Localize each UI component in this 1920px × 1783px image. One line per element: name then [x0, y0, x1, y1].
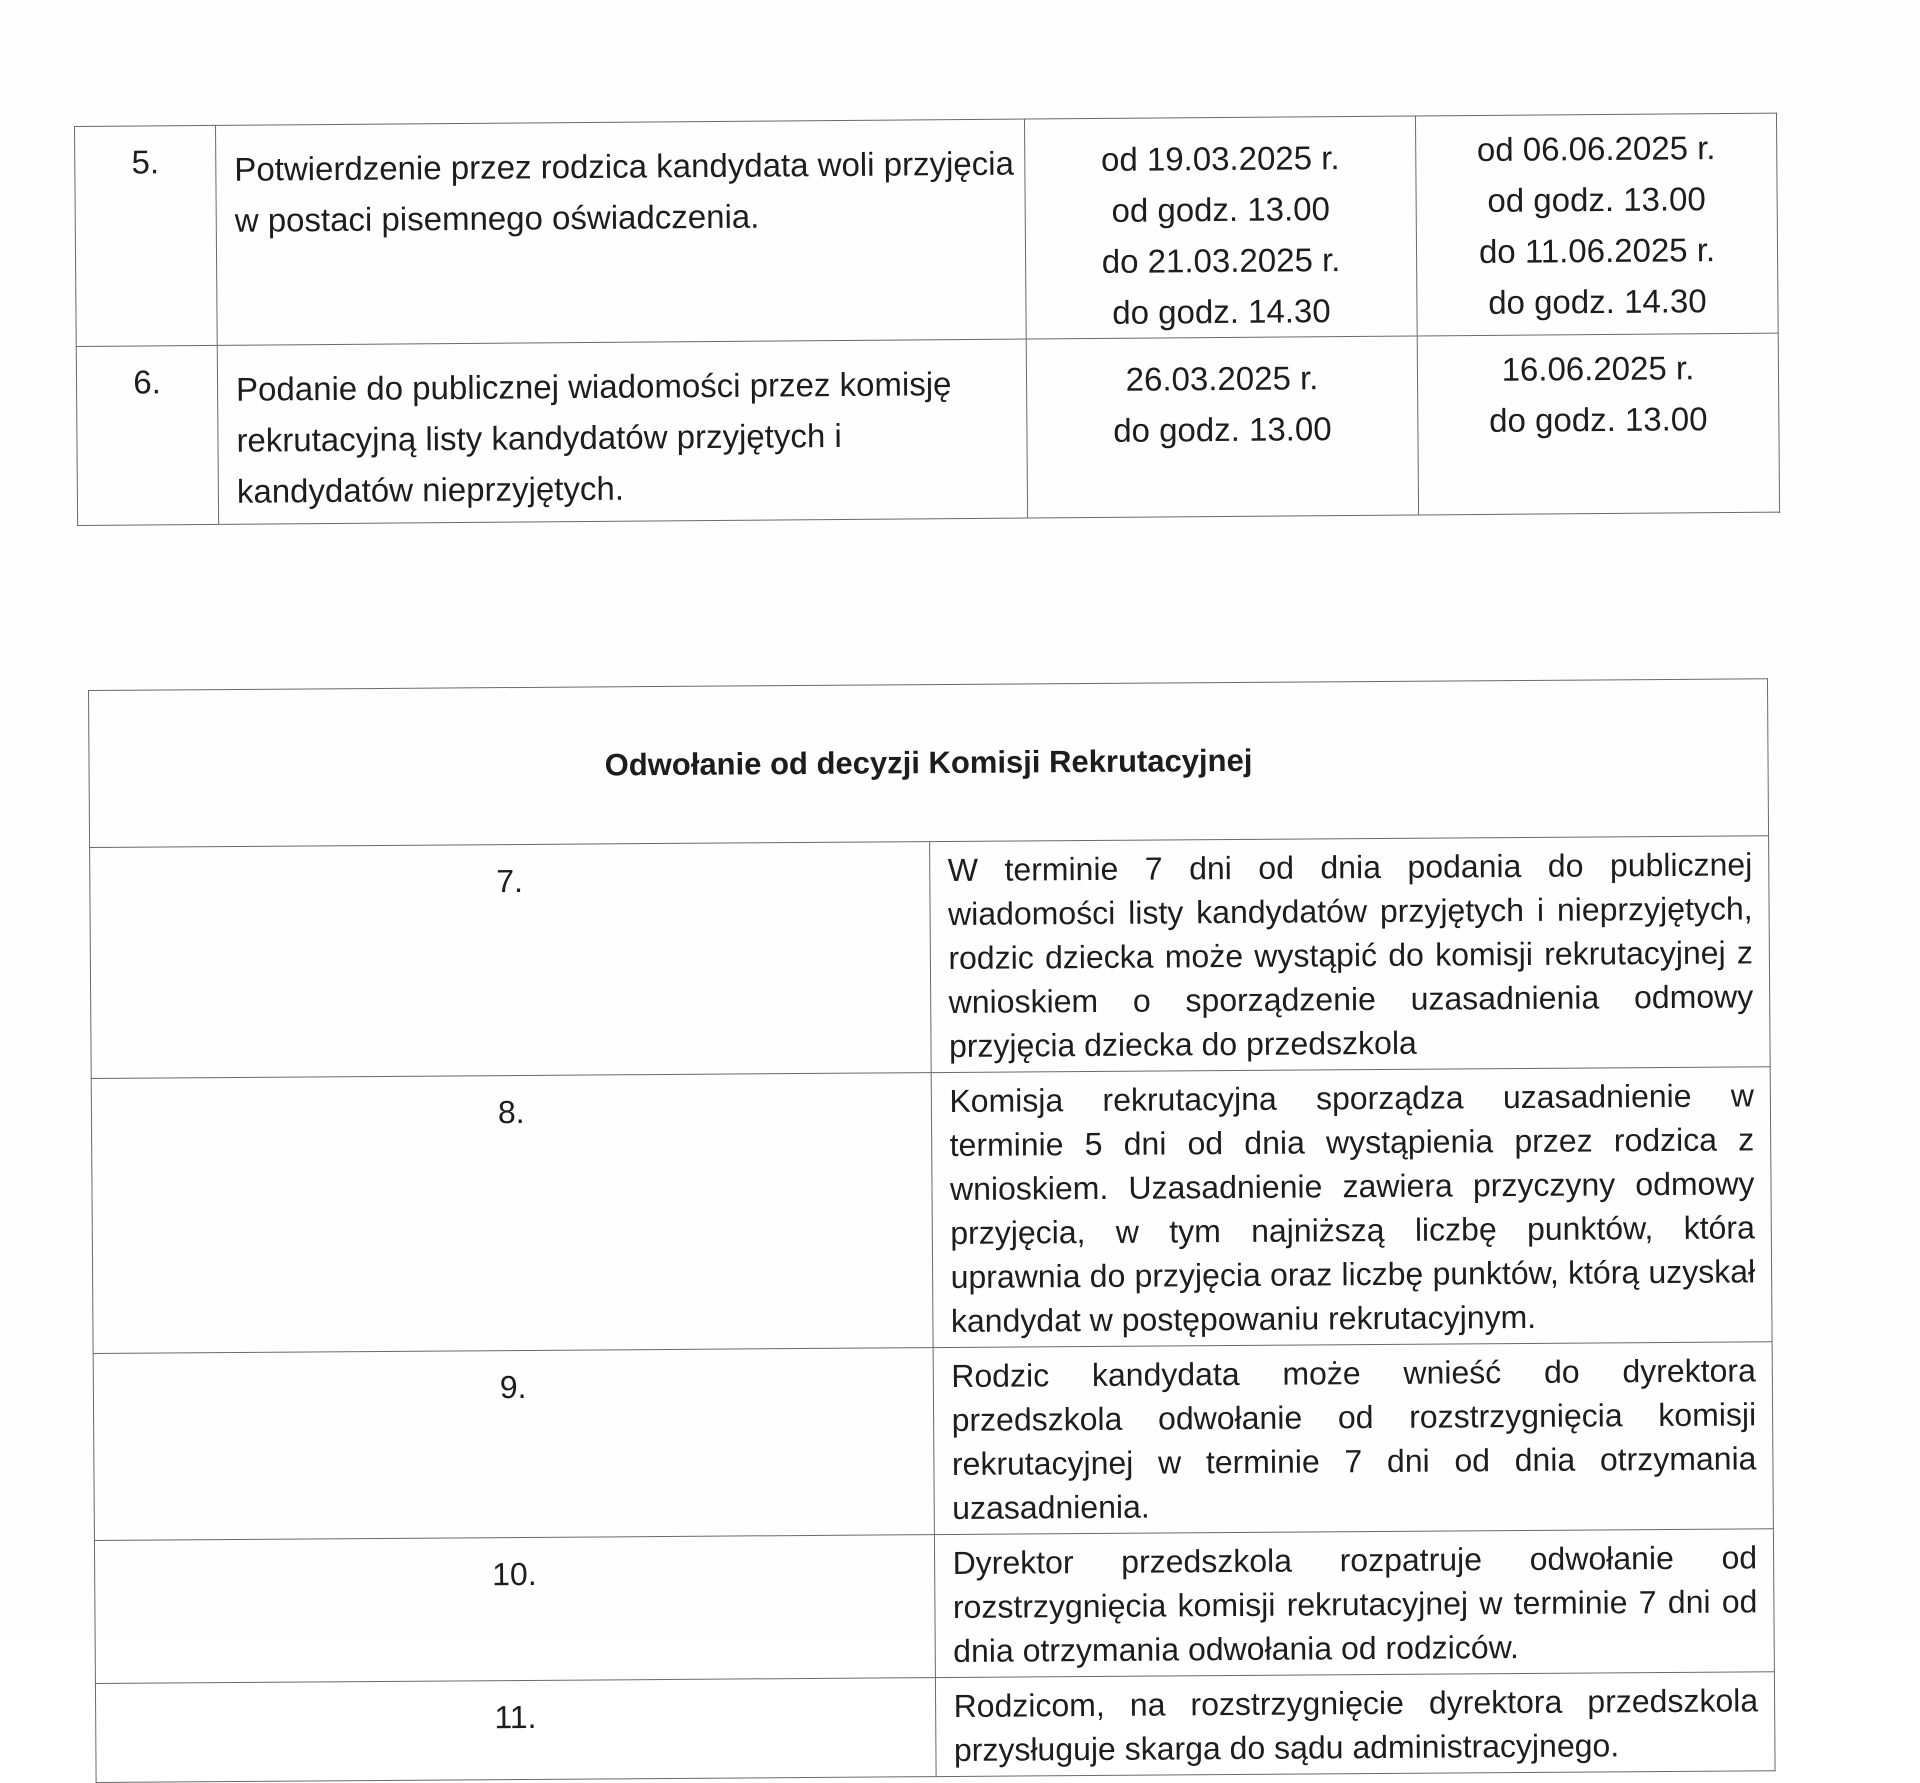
row-description: W terminie 7 dni od dnia podania do publicznej wiadomości listy kandydatów przyjętych i nieprzyjętych, rodzic dziecka może wystąpić do komisji rekrutacyjnej z wnioskiem o sporządzenie uzasadnienia odmowy przyjęcia dziecka do przedszkola: [929, 836, 1770, 1073]
row-number: 10.: [94, 1535, 934, 1684]
row-number: 7.: [90, 842, 931, 1079]
term-line: od 06.06.2025 r.: [1476, 129, 1716, 168]
table-header-row: [89, 679, 1769, 848]
term-line: do godz. 13.00: [1489, 400, 1708, 439]
term-line: 16.06.2025 r.: [1501, 349, 1695, 388]
table-row: [93, 1342, 1773, 1541]
table-row: [76, 333, 1779, 525]
row-description: Podanie do publicznej wiadomości przez komisję rekrutacyjną listy kandydatów przyjętych i kandydatów nieprzyjętych.: [217, 339, 1027, 524]
table-row: [91, 1067, 1772, 1354]
main-recruitment-term: [1024, 116, 1417, 339]
term-line: od godz. 13.00: [1111, 190, 1331, 229]
row-description: Potwierdzenie przez rodzica kandydata woli przyjęcia w postaci pisemnego oświadczenia.: [215, 119, 1026, 345]
row-description: Rodzicom, na rozstrzygnięcie dyrektora przedszkola przysługuje skarga do sądu administracyjnego.: [935, 1672, 1775, 1777]
term-line: od godz. 13.00: [1487, 180, 1706, 219]
supplementary-recruitment-term: [1417, 333, 1779, 515]
row-description: Dyrektor przedszkola rozpatruje odwołanie od rozstrzygnięcia komisji rekrutacyjnej w terminie 7 dni od dnia otrzymania odwołania od rodziców.: [934, 1529, 1774, 1678]
row-description: Komisja rekrutacyjna sporządza uzasadnienie w terminie 5 dni od dnia wystąpienia przez rodzica z wnioskiem. Uzasadnienie zawiera przyczyny odmowy przyjęcia, w tym najniższą liczbę punktów, która uprawnia do przyjęcia oraz liczbę punktów, którą uzyskał kandydat w postępowaniu rekrutacyjnym.: [931, 1067, 1772, 1348]
row-number: 9.: [93, 1348, 934, 1541]
appeal-procedure-table: [88, 678, 1776, 1783]
recruitment-schedule-table: [74, 113, 1780, 526]
row-number: 8.: [91, 1073, 932, 1354]
row-description: Rodzic kandydata może wnieść do dyrektora przedszkola odwołanie od rozstrzygnięcia komisji rekrutacyjnej w terminie 7 dni od dnia otrzymania uzasadnienia.: [933, 1342, 1774, 1535]
term-line: do godz. 14.30: [1488, 282, 1707, 321]
row-number: 11.: [95, 1678, 935, 1783]
row-number: 5.: [75, 125, 218, 346]
table-row: [90, 836, 1771, 1079]
term-line: od 19.03.2025 r.: [1100, 139, 1340, 178]
term-line: 26.03.2025 r.: [1125, 359, 1319, 398]
term-line: do 11.06.2025 r.: [1478, 231, 1716, 270]
term-line: do 21.03.2025 r.: [1101, 241, 1341, 280]
table-row: [94, 1529, 1774, 1684]
main-recruitment-term: [1026, 336, 1418, 518]
section-heading: Odwołanie od decyzji Komisji Rekrutacyjnej: [89, 679, 1769, 848]
supplementary-recruitment-term: [1415, 113, 1778, 336]
row-number: 6.: [76, 345, 218, 525]
table-row: [75, 113, 1779, 346]
table-row: [95, 1672, 1775, 1783]
term-line: do godz. 14.30: [1112, 292, 1331, 331]
term-line: do godz. 13.00: [1113, 410, 1332, 449]
